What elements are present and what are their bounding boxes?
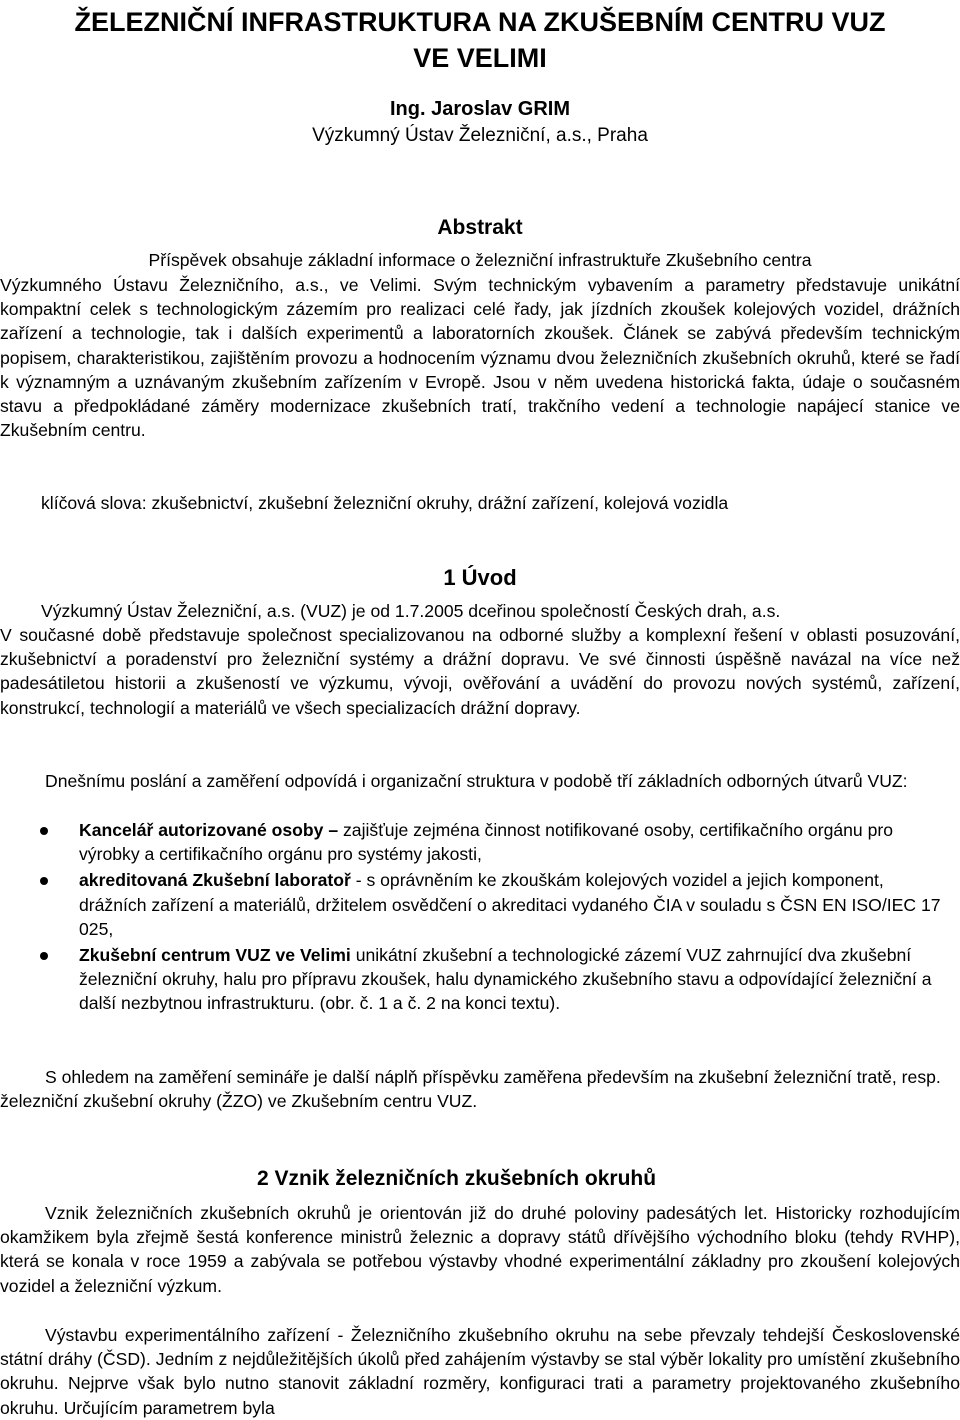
bullet-icon xyxy=(40,877,48,885)
list-item xyxy=(0,943,960,1016)
section-2-para-1: Vznik železničních zkušebních okruhů je orientován již do druhé poloviny padesátých let. Historicky rozhodujícím okamžikem byla zřejmě šestá konference ministrů železnic a dopravy států dřívějšího východního bloku (tehdy RVHP), která se konala v roce 1959 a zabývala se potřebou výstavby vhodné experimentální základny pro zkoušení kolejových vozidel a železniční výzkum. xyxy=(0,1203,960,1296)
keywords: klíčová slova: zkušebnictví, zkušební železniční okruhy, drážní zařízení, kolejová vozidla xyxy=(41,493,729,513)
section-1-heading: 1 Úvod xyxy=(443,565,517,590)
list-item-text: - s oprávněním ke zkouškám kolejových vozidel a jejich komponent, drážních zařízení a materiálů, držitelem osvědčení o akreditaci vydaného ČIA v souladu s ČSN EN ISO/IEC 17 025, xyxy=(79,870,941,939)
section-1-para-1: V současné době představuje společnost specializovanou na odborné služby a komplexní řešení v oblasti posuzování, zkušebnictví a poradenství pro železniční systémy a drážní dopravu. Ve své činnosti úspěšně navázal na více než padesátiletou historii a zkušeností ve výzkumu, vývoji, ověřování a uvádění do provozu nových systémů, zařízení, konstrukcí, technologií a materiálů ve všech specializacích drážní dopravy. xyxy=(0,625,960,718)
abstract-heading: Abstrakt xyxy=(437,216,523,239)
list-item-bold: Kancelář autorizované osoby – xyxy=(79,820,339,840)
list-item xyxy=(0,818,960,866)
bullet-icon xyxy=(40,827,48,835)
list-item-bold: akreditovaná Zkušební laboratoř xyxy=(79,870,351,891)
section-2-heading: 2 Vznik železničních zkušebních okruhů xyxy=(257,1167,657,1190)
list-item-bold: Zkušební centrum VUZ ve Velimi xyxy=(79,945,351,966)
list-item xyxy=(0,868,960,941)
abstract-body: Výzkumného Ústavu Železničního, a.s., ve Velimi. Svým technickým vybavením a parametry představuje unikátní kompaktní celek s technologickým zázemím pro realizaci celé řady, jak jízdních zkoušek kolejových vozidel, drážních zařízení a technologie, tak i dalších experimentů a laboratorních zkoušek. Článek se zabývá především technickým popisem, charakteristikou, zajištěním provozu a hodnocením významu dvou železničních zkušebních okruhů, které se řadí k významným a uznávaným zkušebním zařízením v Evropě. Jsou v něm uvedena historická fakta, údaje o současném stavu a předpokládané záměry modernizace zkušebních tratí, trakčního vedení a technologie napájecí stanice ve Zkušebním centru. xyxy=(0,275,960,441)
department-list xyxy=(0,818,960,1018)
section-1-para-2: Dnešnímu poslání a zaměření odpovídá i organizační struktura v podobě tří základních odborných útvarů VUZ: xyxy=(45,771,908,791)
title-line-1: ŽELEZNIČNÍ INFRASTRUKTURA NA ZKUŠEBNÍM CENTRU VUZ xyxy=(74,7,886,37)
list-item-text: zajišťuje zejména činnost notifikované osoby, certifikačního orgánu pro výrobky a certifikačního orgánu pro systémy jakosti, xyxy=(79,820,894,865)
list-item-text: unikátní zkušební a technologické zázemí VUZ zahrnující dva zkušební železniční okruhy, halu pro přípravu zkoušek, halu dynamického zkušebního stavu a odpovídající železniční a další nezbytnou infrastrukturu. (obr. č. 1 a č. 2 na konci textu). xyxy=(79,945,932,1014)
bullet-icon xyxy=(40,952,48,960)
abstract-first-line: Příspěvek obsahuje základní informace o železniční infrastruktuře Zkušebního centra xyxy=(148,250,812,270)
section-2-para-2: Výstavbu experimentálního zařízení - Železničního zkušebního okruhu na sebe převzaly tehdejší Československé státní dráhy (ČSD). Jedním z nejdůležitějších úkolů před zahájením výstavby se stal výběr lokality pro umístění zkušebního okruhu. Nejprve však bylo nutno stanovit základní rozměry, konfiguraci trati a parametry projektovaného zkušebního okruhu. Určujícím parametrem byla xyxy=(0,1325,960,1418)
paper-title xyxy=(0,4,960,76)
section-1-para-3: S ohledem na zaměření semináře je další náplň příspěvku zaměřena především na zkušební železniční tratě, resp. železniční zkušební okruhy (ŽZO) ve Zkušebním centru VUZ. xyxy=(0,1067,941,1112)
author-name: Ing. Jaroslav GRIM xyxy=(389,98,571,120)
author-affiliation: Výzkumný Ústav Železniční, a.s., Praha xyxy=(312,125,648,146)
section-1-para-1-first-line: Výzkumný Ústav Železniční, a.s. (VUZ) je od 1.7.2005 dceřinou společností Českých drah, a.s. xyxy=(41,601,781,621)
title-line-2: VE VELIMI xyxy=(413,43,547,73)
